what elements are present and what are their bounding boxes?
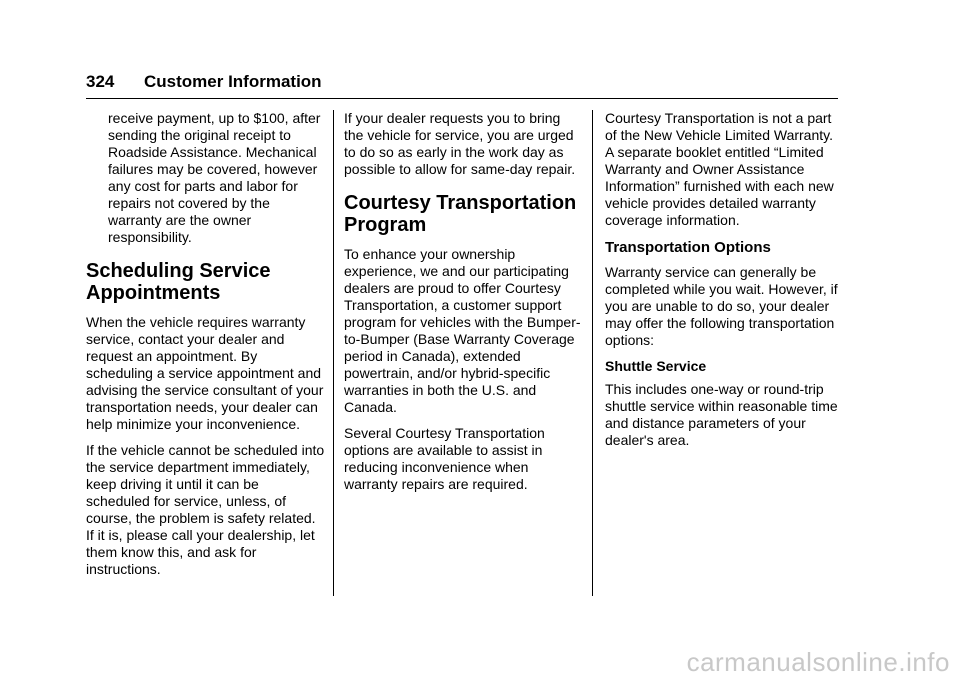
- paragraph: If your dealer requests you to bring the vehicle for service, you are urged to do so as early in the work day as possible to allow for same-day repair.: [344, 110, 576, 177]
- paragraph: This includes one-way or round-trip shuttle service within reasonable time and distance parameters of your dealer's area.: [605, 381, 838, 448]
- column-divider: [592, 110, 593, 596]
- column-divider: [333, 110, 334, 596]
- paragraph: Warranty service can generally be completed while you wait. However, if you are unable to do so, your dealer may offer the following transportation options:: [605, 264, 838, 348]
- heading-courtesy-transportation: Courtesy Transportation Program: [344, 192, 577, 236]
- subheading-transportation-options: Transportation Options: [605, 239, 771, 256]
- paragraph: Several Courtesy Transportation options are available to assist in reducing inconvenience when warranty repairs are required.: [344, 425, 545, 492]
- column-2: [344, 110, 582, 502]
- paragraph: When the vehicle requires warranty service, contact your dealer and request an appointment. By scheduling a service appointment and advising the service consultant of your transportation needs, your dealer can help minimize your inconvenience.: [86, 314, 324, 432]
- page-number: 324: [86, 72, 115, 91]
- heading-scheduling-service: Scheduling Service Appointments: [86, 260, 271, 304]
- minor-heading-shuttle-service: Shuttle Service: [605, 358, 707, 374]
- paragraph: If the vehicle cannot be scheduled into the service department immediately, keep driving it until it can be scheduled for service, unless, of course, the problem is safety related. If it is, please call your dealership, let them know this, and ask for instructions.: [86, 442, 325, 577]
- paragraph: To enhance your ownership experience, we and our participating dealers are proud to offer Courtesy Transportation, a customer support program for vehicles with the Bumper-to-Bumper (Base Warranty Coverage period in Canada), extended powertrain, and/or hybrid-specific warranties in both the U.S. and Canada.: [344, 246, 581, 415]
- continued-paragraph: receive payment, up to $100, after sending the original receipt to Roadside Assistance. Mechanical failures may be covered, however any cost for parts and labor for repairs not covered by the warranty are the owner responsibility.: [108, 110, 321, 245]
- watermark: carmanualsonline.info: [686, 647, 950, 677]
- column-1: [86, 110, 326, 587]
- column-3: [605, 110, 841, 458]
- page-header: [86, 70, 838, 99]
- paragraph: Courtesy Transportation is not a part of the New Vehicle Limited Warranty. A separate booklet entitled “Limited Warranty and Owner Assistance Information” furnished with each new vehicle provides detailed warranty coverage information.: [605, 110, 834, 228]
- section-title: Customer Information: [144, 72, 322, 91]
